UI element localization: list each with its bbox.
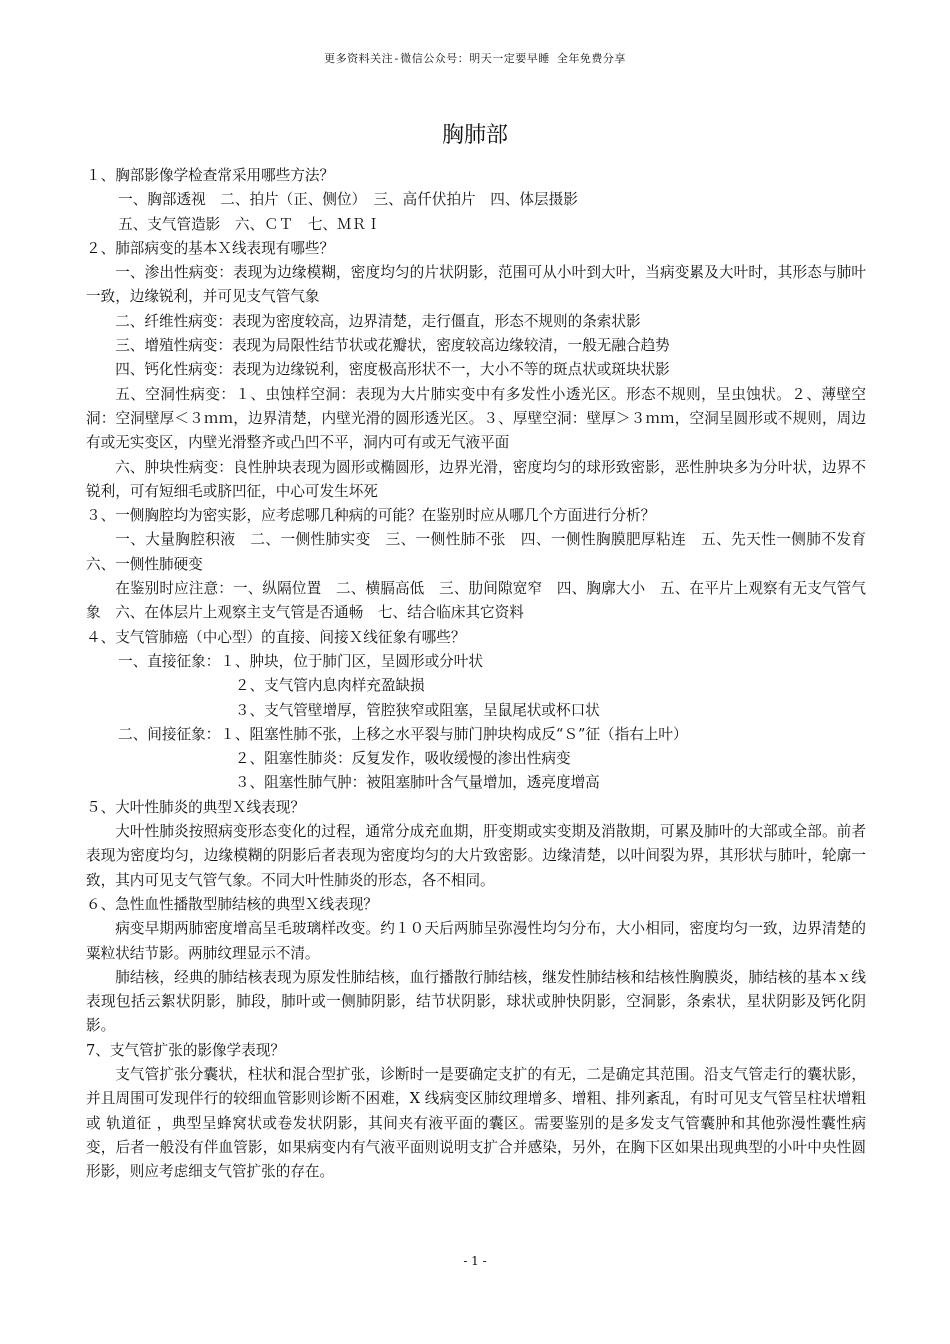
text-line: ３、阻塞性肺气肿：被阻塞肺叶含气量增加，透亮度增高 [234, 774, 600, 792]
text-line: ３、支气管壁增厚，管腔狭窄或阻塞，呈鼠尾状或杯口状 [234, 701, 600, 719]
page-title: 胸肺部 [441, 123, 508, 148]
text-line: 五、空洞性病变：１、虫蚀样空洞：表现为大片肺实变中有多发性小透光区。形态不规则，呈虫蚀状。２、薄壁空洞：空洞壁厚＜３ｍｍ，边界清楚，内壁光滑的圆形透光区。３、厚壁空洞：壁厚＞３ｍｍ，空洞呈圆形或不规则，周边有或无实变区，内壁光滑整齐或凸凹不平，洞内可有或无气液平面 [86, 385, 866, 452]
text-line: 六、肿块性病变：良性肿块表现为圆形或椭圆形，边界光滑，密度均匀的球形致密影，恶性肿块多为分叶状，边界不锐利，可有短细毛或脐凹征，中心可发生坏死 [86, 458, 866, 500]
text-line: ２、肺部病变的基本Ｘ线表现有哪些？ [86, 239, 335, 257]
text-line: ２、支气管内息肉样充盈缺损 [234, 677, 425, 695]
text-line: 一、渗出性病变：表现为边缘模糊，密度均匀的片状阴影，范围可从小叶到大叶，当病变累及大叶时，其形态与肺叶一致，边缘锐利，并可见支气管气象 [86, 264, 866, 306]
text-line: ３、一侧胸腔均为密实影，应考虑哪几种病的可能？在鉴别时应从哪几个方面进行分析？ [86, 507, 656, 525]
text-line: ２、阻塞性肺炎：反复发作，吸收缓慢的渗出性病变 [234, 750, 571, 768]
text-line: 7、支气管扩张的影像学表现？ [86, 1041, 286, 1059]
text-line: 一、胸部透视 二、拍片（正、侧位） 三、高仟伏拍片 四、体层摄影 [118, 191, 578, 209]
text-line: ５、大叶性肺炎的典型Ｘ线表现？ [86, 798, 305, 816]
text-line: 一、直接征象：１、肿块，位于肺门区，呈圆形或分叶状 [118, 652, 483, 670]
text-line: 四、钙化性病变：表现为边缘锐利，密度极高形状不一，大小不等的斑点状或斑块状影 [115, 361, 670, 379]
text-line: ４、支气管肺癌（中心型）的直接、间接Ｘ线征象有哪些？ [86, 628, 466, 646]
text-line: 大叶性肺炎按照病变形态变化的过程，通常分成充血期，肝变期或实变期及消散期，可累及肺叶的大部或全部。前者表现为密度均匀，边缘模糊的阴影后者表现为密度均匀的大片致密影。边缘清楚，以叶间裂为界，其形状与肺叶，轮廓一致，其内可见支气管气象。不同大叶性肺炎的形态，各不相同。 [86, 823, 866, 889]
text-line: 二、纤维性病变：表现为密度较高，边界清楚，走行僵直，形态不规则的条索状影 [115, 312, 641, 330]
text-line: 一、大量胸腔积液 二、一侧性肺实变 三、一侧性肺不张 四、一侧性胸膜肥厚粘连 五、先天性一侧肺不发育 六、一侧性肺硬变 [86, 531, 881, 573]
page-header: 更多资料关注-微信公众号：明天一定要早睡 全年免费分享 [324, 52, 626, 65]
text-line: 在鉴别时应注意：一、纵隔位置 二、横膈高低 三、肋间隙宽窄 四、胸廓大小 五、在平片上观察有无支气管气象 六、在体层片上观察主支气管是否通畅 七、结合临床其它资料 [86, 580, 866, 622]
document-body [86, 164, 881, 1184]
text-line: 二、间接征象：１、阻塞性肺不张，上移之水平裂与肺门肿块构成反“Ｓ”征（指右上叶） [118, 725, 688, 743]
text-line: 三、增殖性病变：表现为局限性结节状或花瓣状，密度较高边缘较清，一般无融合趋势 [115, 337, 670, 355]
page-number: - 1 - [463, 1254, 487, 1268]
text-line: ６、急性血性播散型肺结核的典型Ｘ线表现？ [86, 895, 378, 913]
text-line: 肺结核，经典的肺结核表现为原发性肺结核，血行播散行肺结核，继发性肺结核和结核性胸膜炎，肺结核的基本ｘ线表现包括云絮状阴影，肺段，肺叶或一侧肺阴影，结节状阴影，球状或肿快阴影，空洞影，条索状，星状阴影及钙化阴影。 [86, 968, 866, 1035]
text-line: 支气管扩张分囊状，柱状和混合型扩张，诊断时一是要确定支扩的有无，二是确定其范围。沿支气管走行的囊状影，并且周围可发现伴行的较细血管影则诊断不困难，X 线病变区肺纹理增多、增粗、排列紊乱，有时可见支气管呈柱状增粗或 轨道征 ，典型呈蜂窝状或卷发状阴影，其间夹有液平面的囊区。需要鉴别的是多发支气管囊肿和其他弥漫性囊性病变，后者一般没有伴血管影，如果病变内有气液平面则说明支扩合并感染，另外，在胸下区如果出现典型的小叶中央性圆形影，则应考虑细支气管扩张的存在。 [86, 1065, 866, 1181]
text-line: 病变早期两肺密度增高呈毛玻璃样改变。约１０天后两肺呈弥漫性均匀分布，大小相同，密度均匀一致，边界清楚的粟粒状结节影。两肺纹理显示不清。 [86, 920, 866, 962]
text-line: 五、支气管造影 六、ＣＴ 七、ＭＲＩ [118, 215, 381, 233]
text-line: １、胸部影像学检查常采用哪些方法？ [86, 167, 335, 184]
